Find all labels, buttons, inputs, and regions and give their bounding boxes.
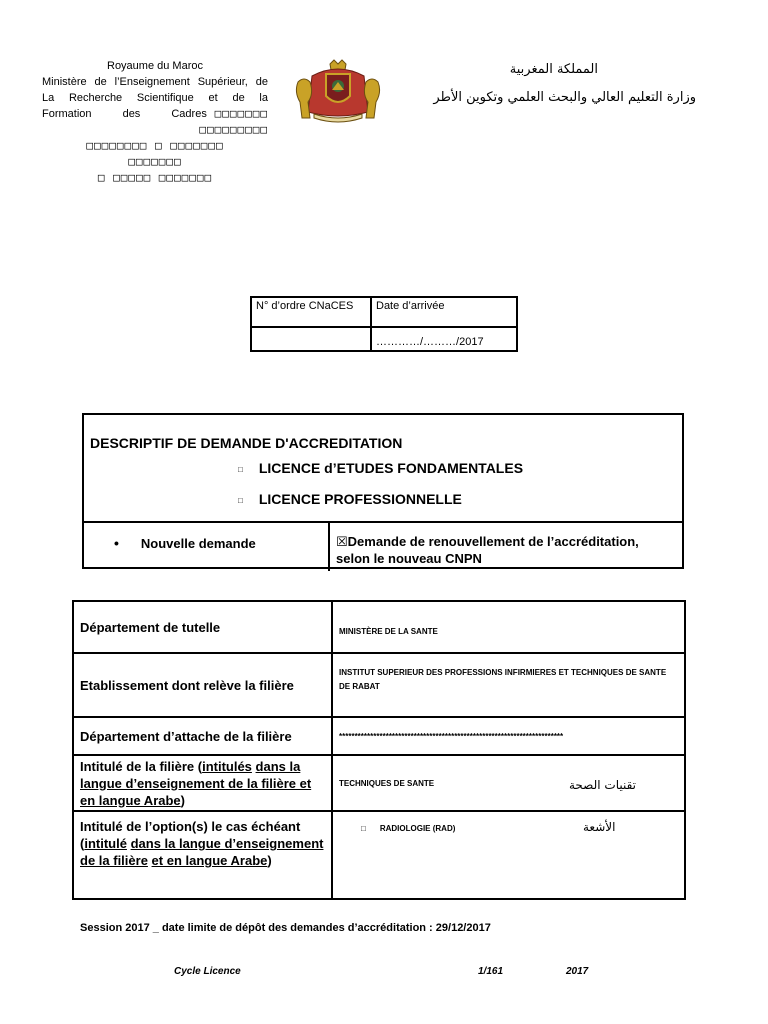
- checkbox-icon[interactable]: □: [238, 495, 243, 505]
- option-licence-professionnelle[interactable]: □ LICENCE PROFESSIONNELLE: [238, 491, 462, 507]
- checkbox-icon[interactable]: □: [238, 464, 243, 474]
- table-row: [73, 601, 685, 653]
- descriptif-title: DESCRIPTIF DE DEMANDE D'ACCREDITATION: [90, 435, 403, 451]
- departement-attache-value: ************************************************************************: [332, 717, 685, 755]
- filiere-arabic: تقنيات الصحة: [569, 778, 636, 792]
- table-row: [73, 653, 685, 717]
- header-garbled-3: □□□□□□□: [128, 155, 182, 168]
- table-row: [73, 755, 685, 811]
- option-french: RADIOLOGIE (RAD): [379, 824, 456, 833]
- header-ministry-line3: Formation des Cadres □□□□□□□: [42, 107, 268, 120]
- cnaces-table: [250, 296, 518, 352]
- renouvellement-option[interactable]: ☒Demande de renouvellement de l’accréditation, selon le nouveau CNPN: [336, 534, 639, 566]
- intitule-option-value: [332, 811, 685, 899]
- header-ministry-line1: Ministère de l’Enseignement Supérieur, de: [42, 76, 268, 88]
- descriptif-box: [82, 413, 684, 569]
- header-arabic: [398, 56, 696, 112]
- header-ministry-line2: La Recherche Scientifique et de la: [42, 92, 268, 104]
- option-arabic: الأشعة: [583, 820, 616, 834]
- nouvelle-demande-option[interactable]: • Nouvelle demande: [114, 535, 256, 551]
- bullet-icon: •: [114, 535, 119, 551]
- header-arabic-kingdom: المملكة المغربية: [509, 62, 598, 77]
- departement-attache-label: Département d’attache de la filière: [73, 717, 332, 755]
- departement-tutelle-value: MINISTÈRE DE LA SANTE: [332, 601, 685, 653]
- coat-of-arms-icon: [292, 58, 384, 124]
- departement-tutelle-label: Département de tutelle: [73, 601, 332, 653]
- arrival-date-header: Date d’arrivée: [371, 297, 517, 327]
- etablissement-value: INSTITUT SUPERIEUR DES PROFESSIONS INFIRMIERES ET TECHNIQUES DE SANTE DE RABAT: [332, 653, 685, 717]
- option-licence-fondamentales[interactable]: □ LICENCE d’ETUDES FONDAMENTALES: [238, 460, 524, 476]
- etablissement-label: Etablissement dont relève la filière: [73, 653, 332, 717]
- cnaces-number-field[interactable]: [251, 327, 371, 351]
- checked-box-icon[interactable]: ☒: [336, 534, 348, 549]
- filiere-french: TECHNIQUES DE SANTE: [339, 778, 435, 788]
- header-garbled-2: □□□□□□□□ □ □□□□□□□: [86, 139, 224, 152]
- arrival-date-field[interactable]: …………/………/2017: [371, 327, 517, 351]
- filiere-info-table: [72, 600, 686, 900]
- footer-cycle: Cycle Licence: [174, 966, 241, 977]
- divider: [328, 523, 330, 571]
- header-garbled-4: □ □□□□□ □□□□□□□: [97, 171, 213, 184]
- footer-page-number: 1/161: [478, 966, 504, 977]
- intitule-filiere-value: [332, 755, 685, 811]
- header-kingdom: Royaume du Maroc: [107, 60, 203, 72]
- footer-year: 2017: [566, 966, 589, 977]
- intitule-option-label: Intitulé de l’option(s) le cas échéant (intitulé dans la langue d’enseignement de la filière et en langue Arabe): [73, 811, 332, 899]
- header-arabic-ministry: وزارة التعليم العالي والبحث العلمي وتكوين الأطر: [433, 90, 696, 105]
- intitule-filiere-label: Intitulé de la filière (intitulés dans la langue d’enseignement de la filière et en langue Arabe): [73, 755, 332, 811]
- header-garbled-1: □□□□□□□□□: [199, 123, 268, 136]
- header-french: [42, 58, 268, 186]
- option-checkbox-icon[interactable]: □: [361, 824, 366, 833]
- cnaces-number-header: N° d’ordre CNaCES: [251, 297, 371, 327]
- table-row: [73, 717, 685, 755]
- demande-type-row: [84, 521, 682, 571]
- table-row: [73, 811, 685, 899]
- session-deadline: Session 2017 _ date limite de dépôt des demandes d’accréditation : 29/12/2017: [80, 922, 491, 934]
